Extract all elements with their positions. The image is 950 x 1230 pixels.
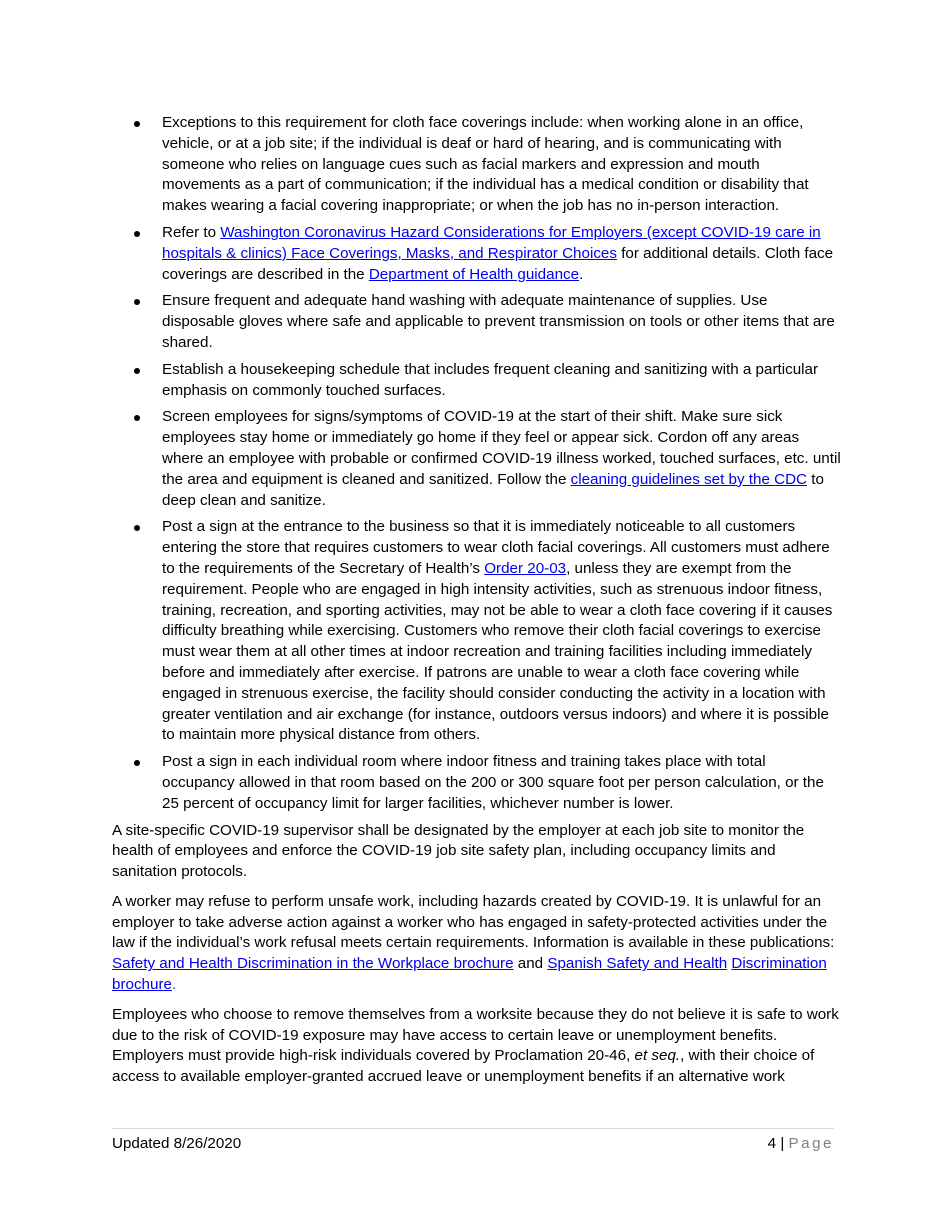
paragraph-refuse-unsafe-work [112, 892, 842, 996]
page-number: 4 [767, 1135, 777, 1152]
discrimination-brochure-link[interactable]: Safety and Health Discrimination in the Workplace brochure [112, 955, 514, 973]
list-item-text: . [579, 265, 584, 283]
spanish-brochure-link[interactable]: Spanish Safety and Health [547, 955, 728, 973]
paragraph-text: and [513, 955, 548, 973]
list-item-text: Post a sign in each individual room where indoor fitness and training takes place with total occupancy allowed in that room based on the 200 or 300 square foot per person calculation, or the 25 percent of occupancy limit for larger facilities, whichever number is lower. [162, 753, 824, 812]
list-item-text: for additional details. Cloth face coverings are described in the [162, 244, 834, 283]
doh-guidance-link[interactable]: Department of Health guidance [368, 265, 580, 283]
cdc-cleaning-guidelines-link[interactable]: cleaning guidelines set by the CDC [570, 470, 808, 488]
list-item-text: Refer to [162, 223, 221, 241]
paragraph-leave-benefits [112, 1005, 842, 1088]
bullet-icon [134, 368, 140, 374]
list-item-text: , unless they are exempt from the requirement. People who are engaged in high intensity activities, such as strenuous indoor fitness, training, recreation, and sporting activities, may not be able to wear a cloth face covering if it causes difficulty breathing while exercising. Customers who remove their cloth facial coverings to exercise must wear them at all other times at indoor recreation and training facilities including immediately before and immediately after exercise. If patrons are unable to wear a cloth face covering while engaged in strenuous exercise, the facility should consider conducting the activity in a location with greater ventilation and air exchange (for instance, outdoors versus indoors) and where it is possible to maintain more physical distance from others. [162, 559, 833, 744]
paragraph-site-supervisor: A site-specific COVID-19 supervisor shall be designated by the employer at each job site to monitor the health of employees and enforce the COVID-19 job site safety plan, including occupancy limits and sanitation protocols. [112, 821, 805, 881]
bullet-icon [134, 299, 140, 305]
paragraph-text: A worker may refuse to perform unsafe work, including hazards created by COVID-19. It is unlawful for an employer to take adverse action against a worker who has engaged in safety-protected activities under the law if the individual’s work refusal meets certain requirements. Information is available in these publications: [112, 892, 835, 952]
updated-date: Updated 8/26/2020 [112, 1135, 242, 1152]
hazard-considerations-link[interactable]: Washington Coronavirus Hazard Considerations for Employers (except COVID-19 care in hospitals & clinics) Face Coverings, Masks, and Respirator Choices [162, 223, 821, 262]
list-item-text: Establish a housekeeping schedule that includes frequent cleaning and sanitizing with a particular emphasis on commonly touched surfaces. [162, 360, 819, 399]
brochure-link-period[interactable]: . [171, 976, 177, 994]
list-item-screen-employees [112, 407, 842, 511]
emphasis-text: et seq. [634, 1047, 681, 1065]
page-content [112, 113, 842, 1097]
paragraph-text: Employees who choose to remove themselves from a worksite because they do not believe it is safe to work due to the risk of COVID-19 exposure may have access to certain leave or unemployment benefits. Employers must provide high-risk individuals covered by Proclamation 20-46, [112, 1005, 839, 1065]
order-20-03-link[interactable]: Order 20-03 [484, 559, 567, 577]
list-item-text: Screen employees for signs/symptoms of COVID-19 at the start of their shift. Make sure sick employees stay home or immediately go home if they feel or appear sick. Cordon off any areas where an employee with probable or confirmed COVID-19 illness worked, touched surfaces, etc. until the area and equipment is cleaned and sanitized. Follow the [162, 408, 841, 488]
page-label: Page [788, 1135, 834, 1152]
spanish-discrimination-brochure-link[interactable]: Discrimination brochure [112, 955, 827, 994]
list-item-text: to deep clean and sanitize. [162, 470, 824, 509]
list-item-text: Exceptions to this requirement for cloth face coverings include: when working alone in an office, vehicle, or at a job site; if the individual is deaf or hard of hearing, and is communicating with someone who relies on language cues such as facial markers and expression and mouth movements as a part of communication; if the individual has a medical condition or disability that makes wearing a facial covering inappropriate; or when the job has no in-person interaction. [162, 114, 809, 215]
list-item-text: Ensure frequent and adequate hand washing with adequate maintenance of supplies. Use disposable gloves where safe and applicable to prevent transmission on tools or other items that are shared. [162, 292, 835, 351]
list-item-housekeeping [112, 360, 842, 402]
list-item-refer-guidance [112, 223, 842, 285]
list-item-entrance-sign [112, 517, 842, 746]
list-item-text: Post a sign at the entrance to the business so that it is immediately noticeable to all customers entering the store that requires customers to wear cloth facial coverings. All customers must adhere to the requirements of the Secretary of Health’s [162, 518, 830, 577]
paragraph-text: , with their choice of access to available employer-granted accrued leave or unemployment benefits if an alternative work [112, 1047, 815, 1086]
list-item-room-occupancy-sign [112, 752, 842, 814]
list-item-hand-washing [112, 291, 842, 353]
bullet-icon [134, 525, 140, 531]
page-footer [112, 1128, 834, 1155]
bullet-icon [134, 760, 140, 766]
bullet-icon [134, 231, 140, 237]
bullet-list [112, 113, 842, 815]
list-item-face-covering-exceptions [112, 113, 842, 217]
bullet-icon [134, 415, 140, 421]
page-indicator [768, 1133, 834, 1155]
bullet-icon [134, 121, 140, 127]
page-separator: | [776, 1135, 789, 1152]
